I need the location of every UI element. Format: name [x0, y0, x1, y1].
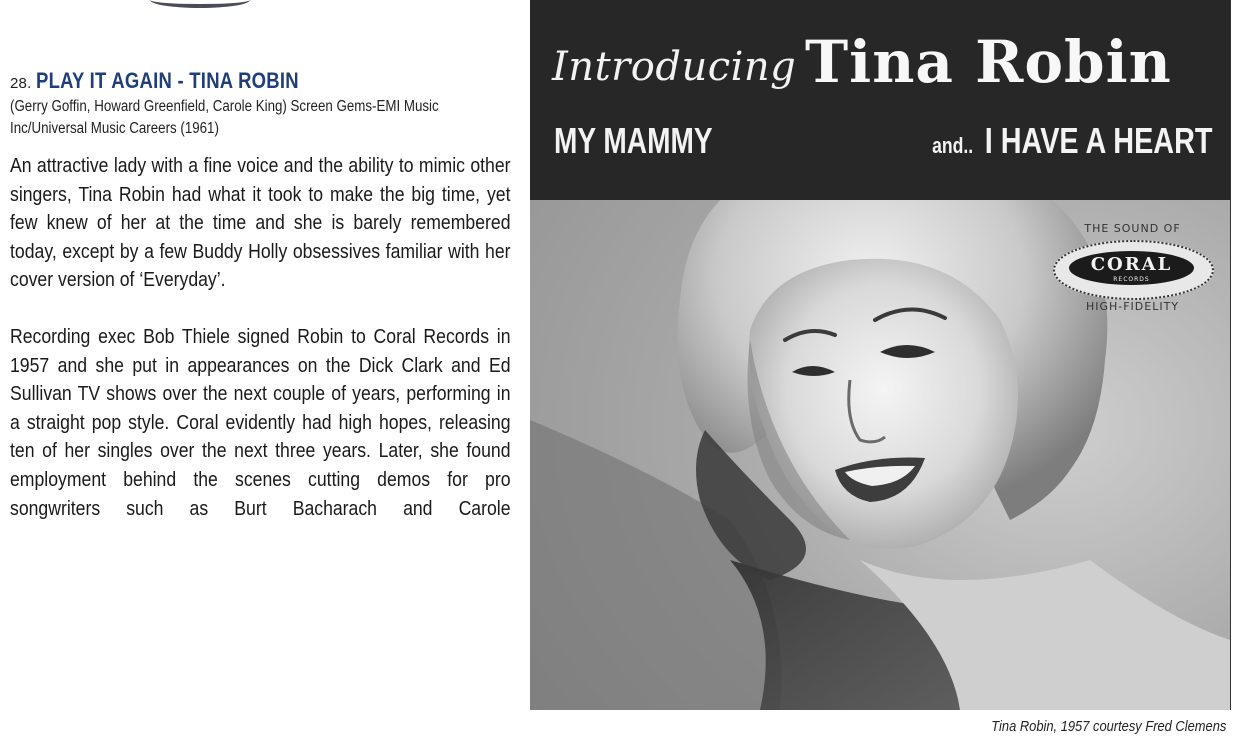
- cover-song-1: MY MAMMY: [554, 120, 713, 161]
- coral-badge-oval: [1053, 240, 1214, 300]
- photo-caption: Tina Robin, 1957 courtesy Fred Clemens: [990, 718, 1226, 735]
- track-number: 28.: [10, 75, 32, 92]
- coral-badge-bottom-text: HIGH-FIDELITY: [1085, 300, 1180, 313]
- record-cover-photo: [530, 0, 1231, 710]
- track-credits: (Gerry Goffin, Howard Greenfield, Carole King) Screen Gems-EMI Music Inc/Universal Music Careers (1961): [10, 98, 439, 137]
- coral-badge-name: CORAL: [1090, 254, 1173, 275]
- coral-badge-top-text: THE SOUND OF: [1084, 222, 1181, 235]
- cover-artist-name: Tina Robin: [805, 28, 1172, 96]
- article-column: [10, 70, 510, 523]
- track-title: PLAY IT AGAIN - TINA ROBIN: [35, 68, 299, 93]
- cover-song-2-line: [932, 120, 1212, 162]
- cover-song-2: I HAVE A HEART: [984, 120, 1212, 161]
- decorative-arc: [150, 0, 250, 8]
- cover-and-word: and..: [931, 133, 973, 158]
- coral-badge-inner: [1069, 251, 1194, 285]
- coral-records-badge: [1045, 222, 1220, 317]
- article-paragraph-2: Recording exec Bob Thiele signed Robin to Coral Records in 1957 and she put in appearances on the Dick Clark and Ed Sullivan TV shows over the next couple of years, performing in a straight pop style. Coral evidently had high hopes, releasing ten of her singles over the next three years. Later, she found employment behind the scenes cutting demos for pro songwriters such as Burt Bacharach and Carole: [10, 324, 511, 520]
- cover-introducing: Introducing: [552, 44, 797, 90]
- coral-badge-sub: RECORDS: [1113, 276, 1150, 283]
- article-paragraph-1: An attractive lady with a fine voice and the ability to mimic other singers, Tina Robin had what it took to make the big time, yet few knew of her at the time and she is barely remembered today, except by a few Buddy Holly obsessives familiar with her cover version of ‘Everyday’.: [10, 154, 511, 292]
- track-header: [10, 70, 510, 92]
